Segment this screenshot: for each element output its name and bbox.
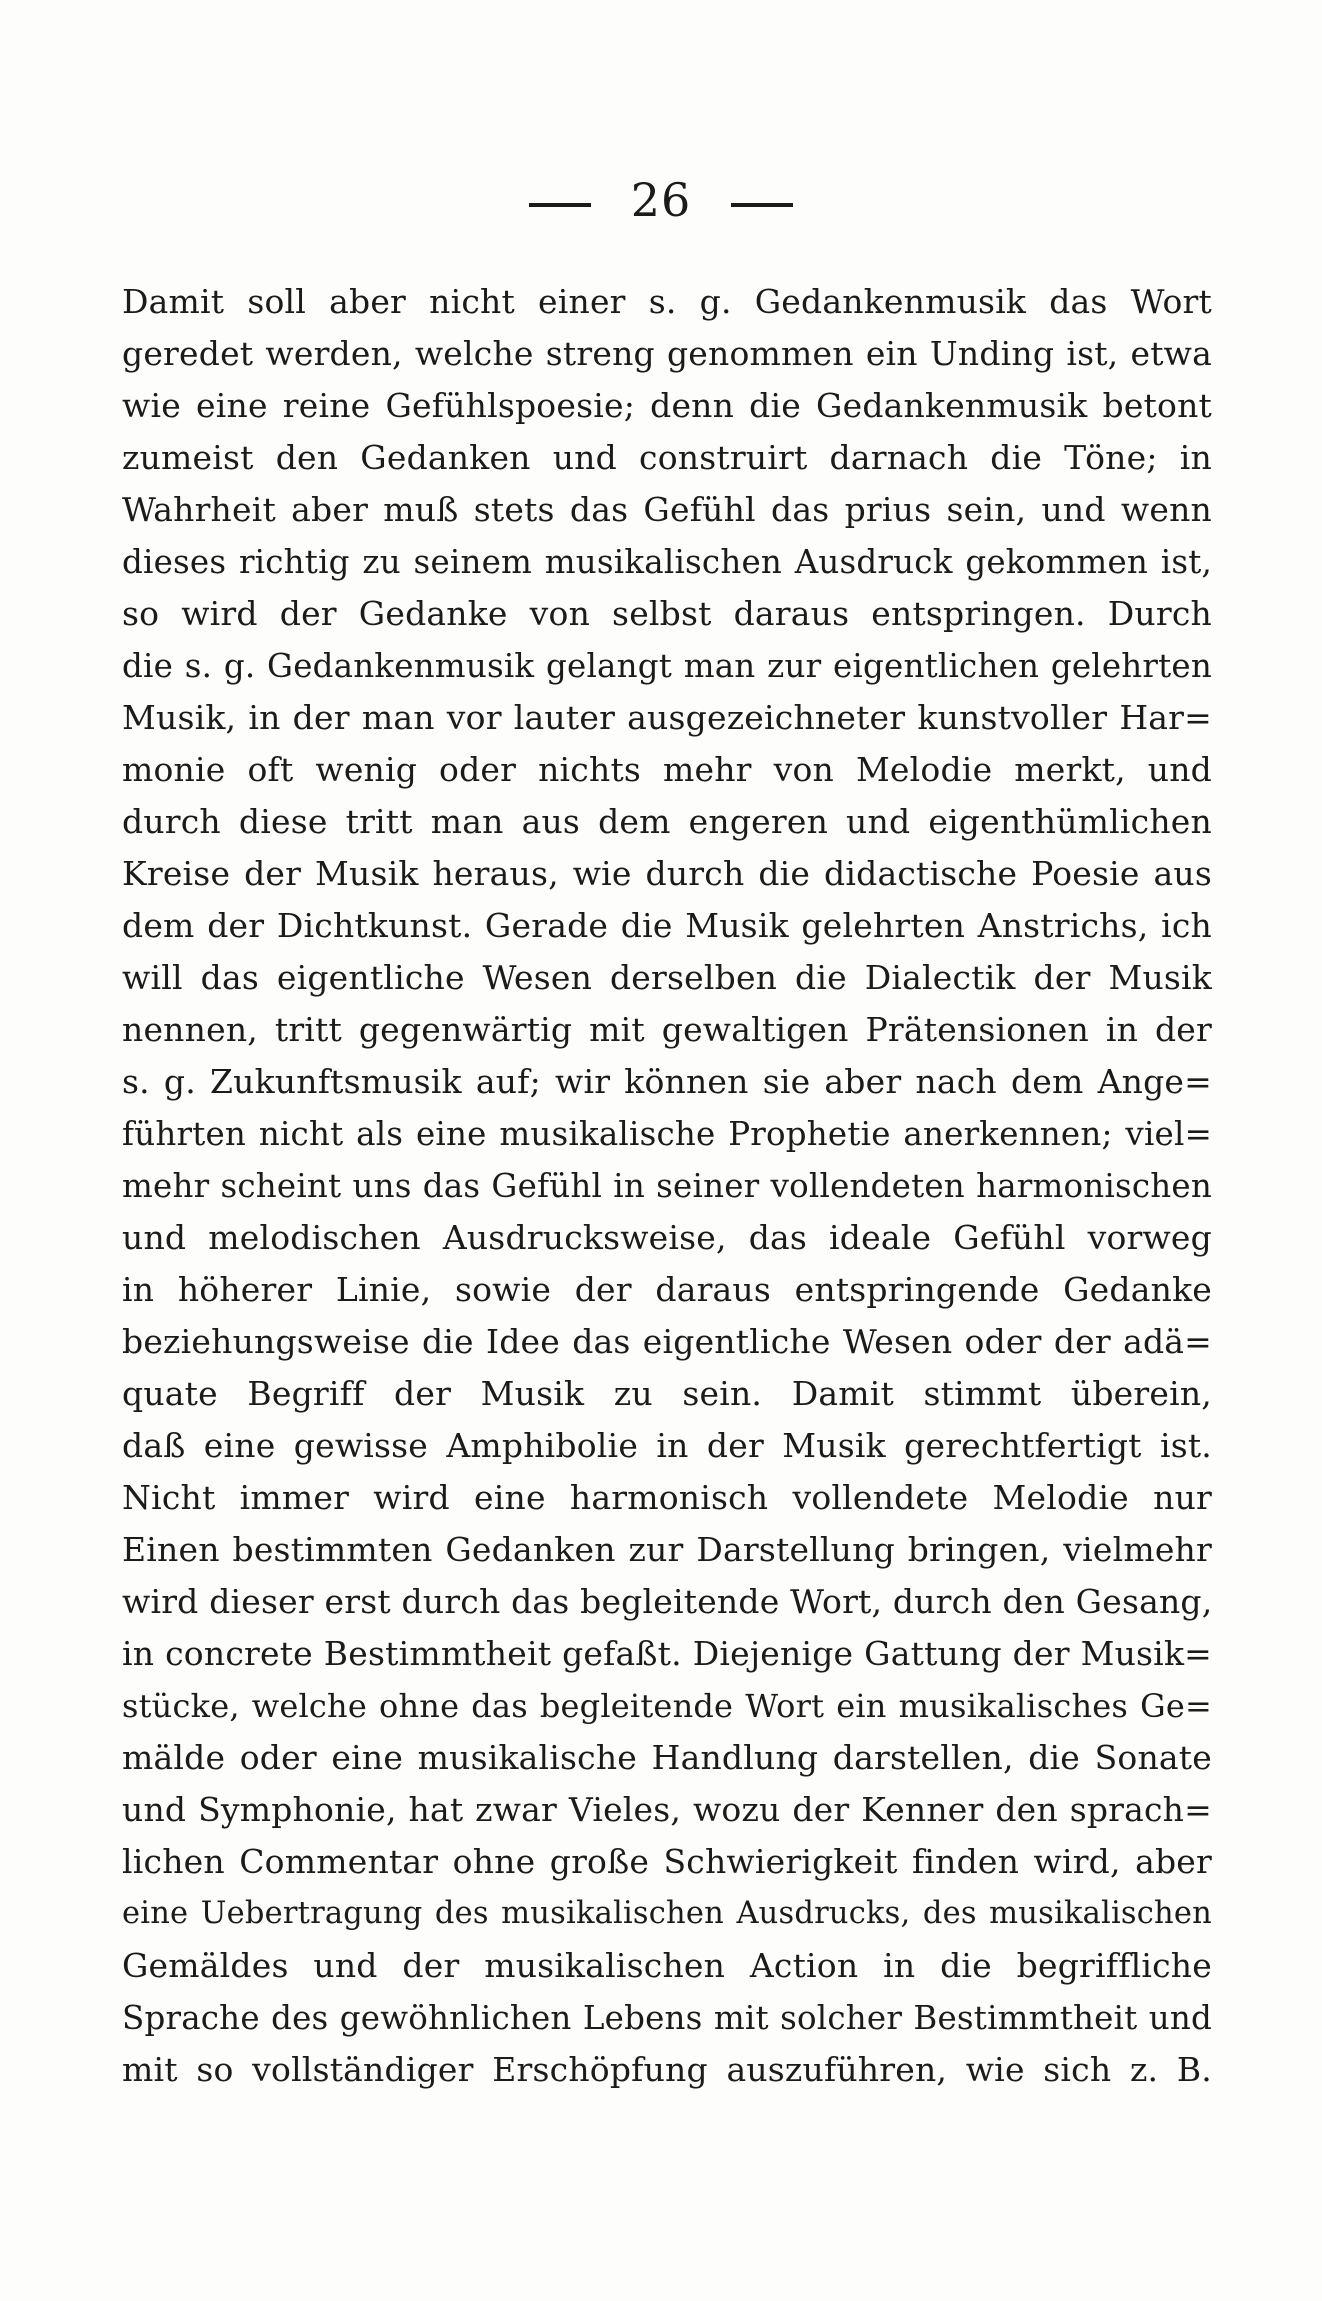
text-line: Nicht immer wird eine harmonisch vollendete Melodie nur — [122, 1478, 1212, 1517]
text-line: durch diese tritt man aus dem engeren und eigenthümlichen — [122, 802, 1212, 841]
text-line: Kreise der Musik heraus, wie durch die didactische Poesie aus — [122, 854, 1212, 893]
page-number: 26 — [630, 173, 692, 227]
text-line: geredet werden, welche streng genommen ein Unding ist, etwa — [122, 334, 1212, 373]
text-line: in concrete Bestimmtheit gefaßt. Diejenige Gattung der Musik= — [122, 1634, 1212, 1673]
text-line: und melodischen Ausdrucksweise, das ideale Gefühl vorweg — [122, 1218, 1212, 1257]
text-line: Einen bestimmten Gedanken zur Darstellung bringen, vielmehr — [122, 1530, 1212, 1569]
text-line: Wahrheit aber muß stets das Gefühl das prius sein, und wenn — [122, 490, 1212, 529]
text-line: stücke, welche ohne das begleitende Wort ein musikalisches Ge= — [122, 1687, 1212, 1725]
text-line: monie oft wenig oder nichts mehr von Melodie merkt, und — [122, 750, 1212, 789]
header-dash-right — [731, 203, 793, 207]
text-line: dem der Dichtkunst. Gerade die Musik gelehrten Anstrichs, ich — [122, 906, 1212, 945]
text-line: Damit soll aber nicht einer s. g. Gedankenmusik das Wort — [122, 282, 1212, 321]
page-header — [0, 170, 1322, 230]
text-line: nennen, tritt gegenwärtig mit gewaltigen Prätensionen in der — [122, 1010, 1212, 1049]
text-line: dieses richtig zu seinem musikalischen Ausdruck gekommen ist, — [122, 543, 1212, 581]
text-line: Musik, in der man vor lauter ausgezeichneter kunstvoller Har= — [122, 698, 1212, 737]
text-line: daß eine gewisse Amphibolie in der Musik gerechtfertigt ist. — [122, 1426, 1212, 1465]
text-line: wird dieser erst durch das begleitende Wort, durch den Gesang, — [122, 1582, 1212, 1621]
text-line: mehr scheint uns das Gefühl in seiner vollendeten harmonischen — [122, 1167, 1212, 1205]
text-line: die s. g. Gedankenmusik gelangt man zur eigentlichen gelehrten — [122, 647, 1212, 685]
text-line: so wird der Gedanke von selbst daraus entspringen. Durch — [122, 594, 1212, 633]
text-line: Gemäldes und der musikalischen Action in die begriffliche — [122, 1946, 1212, 1985]
text-line: führten nicht als eine musikalische Prophetie anerkennen; viel= — [122, 1115, 1212, 1153]
text-line: s. g. Zukunftsmusik auf; wir können sie aber nach dem Ange= — [122, 1062, 1212, 1101]
text-line: Sprache des gewöhnlichen Lebens mit solcher Bestimmtheit und — [122, 1999, 1212, 2037]
text-line: zumeist den Gedanken und construirt darnach die Töne; in — [122, 438, 1212, 477]
text-line: lichen Commentar ohne große Schwierigkeit finden wird, aber — [122, 1842, 1212, 1881]
text-line: eine Uebertragung des musikalischen Ausdrucks, des musikalischen — [122, 1896, 1212, 1931]
text-line: beziehungsweise die Idee das eigentliche Wesen oder der adä= — [122, 1322, 1212, 1361]
text-line: quate Begriff der Musik zu sein. Damit stimmt überein, — [122, 1374, 1212, 1413]
body-text — [122, 276, 1212, 2096]
text-line: in höherer Linie, sowie der daraus entspringende Gedanke — [122, 1270, 1212, 1309]
text-line: will das eigentliche Wesen derselben die Dialectik der Musik — [122, 958, 1212, 997]
text-line: mit so vollständiger Erschöpfung auszuführen, wie sich z. B. — [122, 2050, 1212, 2089]
text-line: und Symphonie, hat zwar Vieles, wozu der Kenner den sprach= — [122, 1790, 1212, 1829]
text-line: mälde oder eine musikalische Handlung darstellen, die Sonate — [122, 1738, 1212, 1777]
header-dash-left — [529, 203, 591, 207]
text-line: wie eine reine Gefühlspoesie; denn die Gedankenmusik betont — [122, 386, 1212, 425]
